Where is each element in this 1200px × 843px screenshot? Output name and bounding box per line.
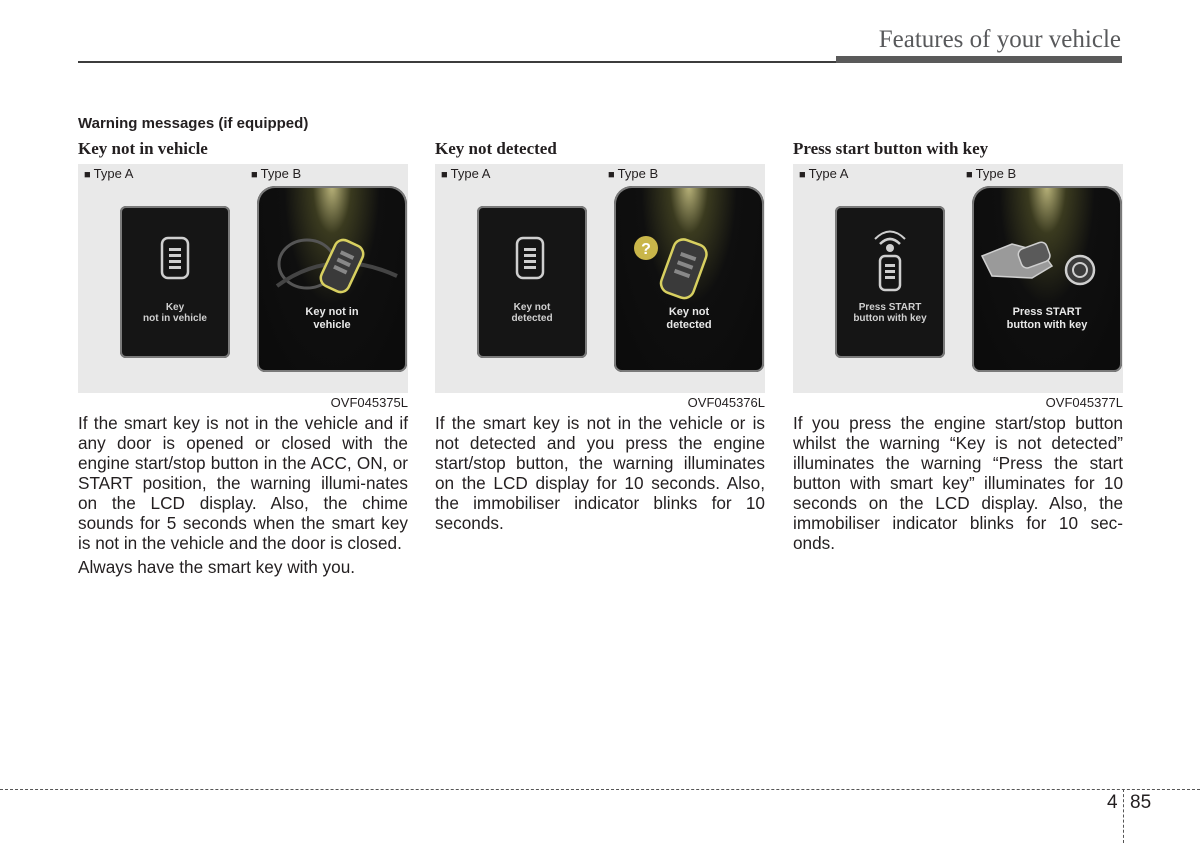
smart-key-icon xyxy=(120,206,230,358)
lcd-message: Key not in vehicle xyxy=(143,302,207,324)
column-title: Key not in vehicle xyxy=(78,139,208,158)
paragraph: If the smart key is not in the vehicle or is not detected and you press the engine start/stop button, the warning illuminates on the LCD display for 10 seconds. Also, the immobiliser indicator blinks for 10 seconds. xyxy=(435,413,765,533)
lcd-message: Press START button with key xyxy=(853,302,927,324)
lcd-message: Press START button with key xyxy=(1006,306,1088,331)
type-b-label: ■ Type B xyxy=(966,166,1017,181)
column-press-start-with-key xyxy=(793,138,1123,553)
section-title: Warning messages (if equipped) xyxy=(78,115,309,132)
type-a-label: ■ Type A xyxy=(84,166,134,181)
lcd-message: Key not in vehicle xyxy=(305,306,359,331)
column-title: Press start button with key xyxy=(793,139,989,158)
column-key-not-in-vehicle xyxy=(78,138,408,577)
column-title: Key not detected xyxy=(435,139,557,158)
svg-text:?: ? xyxy=(641,241,651,258)
page-number: 85 xyxy=(1130,792,1152,813)
type-a-label: ■ Type A xyxy=(441,166,491,181)
lcd-type-b xyxy=(257,186,407,372)
type-b-label: ■ Type B xyxy=(251,166,302,181)
lcd-type-a xyxy=(477,206,587,358)
running-header: Features of your vehicle xyxy=(878,26,1121,53)
figure-panel xyxy=(78,164,408,393)
footer-page-separator xyxy=(1123,789,1124,843)
lcd-type-a xyxy=(120,206,230,358)
paragraph: If the smart key is not in the vehicle and if any door is opened or closed with the engine start/stop button in the ACC, ON, or START position, the warning illumi-nates on the LCD display. Also, the chime sounds for 5 seconds when the smart key is not in the vehicle and the door is closed. xyxy=(78,413,408,553)
lcd-type-b xyxy=(614,186,764,372)
chapter-number: 4 xyxy=(1107,792,1118,813)
key-in-cabin-icon xyxy=(257,186,407,372)
key-question-icon xyxy=(614,186,764,372)
footer-divider xyxy=(0,789,1200,790)
key-signal-icon xyxy=(835,206,945,358)
lcd-type-b xyxy=(972,186,1122,372)
column-key-not-detected xyxy=(435,138,765,533)
paragraph: If you press the engine start/stop button whilst the warning “Key is not detected” illuminates the warning “Press the start button with smart key” illuminates for 10 seconds on the LCD display. Also, the immobiliser indicator blinks for 10 sec-onds. xyxy=(793,413,1123,553)
lcd-message: Key not detected xyxy=(511,302,553,324)
header-rule-accent xyxy=(836,56,1122,63)
figure-code: OVF045375L xyxy=(330,395,408,410)
hand-key-start-icon xyxy=(972,186,1122,372)
figure-code: OVF045377L xyxy=(1045,395,1123,410)
lcd-message: Key not detected xyxy=(666,306,712,331)
figure-code: OVF045376L xyxy=(687,395,765,410)
square-bullet-icon: ■ xyxy=(966,169,973,181)
square-bullet-icon: ■ xyxy=(441,169,448,181)
square-bullet-icon: ■ xyxy=(84,169,91,181)
lcd-type-a xyxy=(835,206,945,358)
type-a-label: ■ Type A xyxy=(799,166,849,181)
paragraph: Always have the smart key with you. xyxy=(78,557,356,577)
smart-key-icon xyxy=(477,206,587,358)
square-bullet-icon: ■ xyxy=(251,169,258,181)
figure-panel xyxy=(793,164,1123,393)
figure-panel xyxy=(435,164,765,393)
square-bullet-icon: ■ xyxy=(608,169,615,181)
type-b-label: ■ Type B xyxy=(608,166,659,181)
square-bullet-icon: ■ xyxy=(799,169,806,181)
